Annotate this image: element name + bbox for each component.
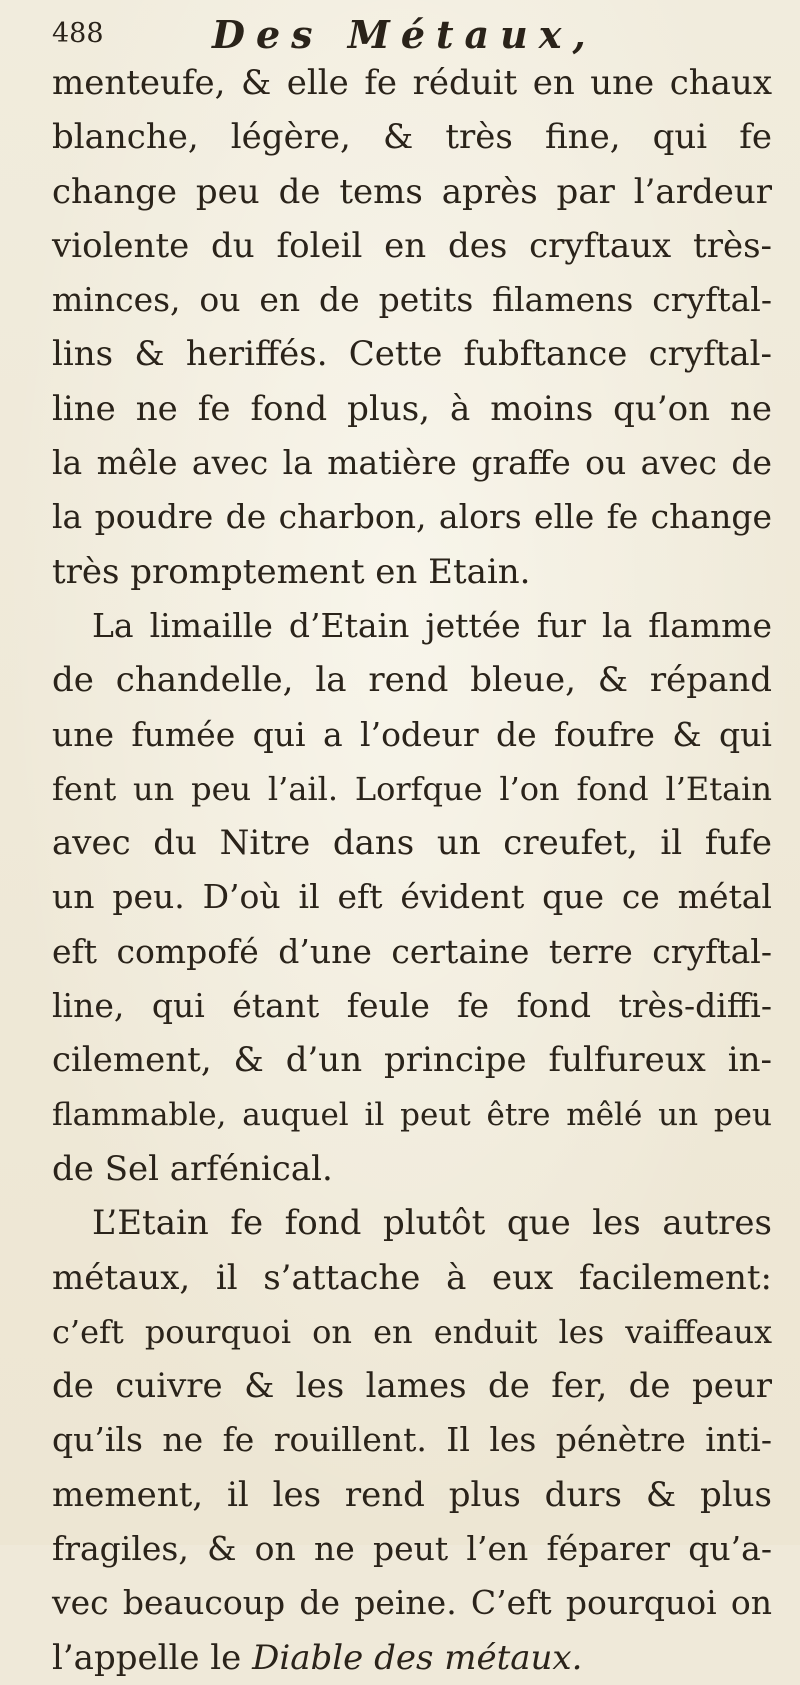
text-line: qu’ils ne fe rouillent. Il les pénètre inti- (52, 1420, 772, 1460)
text-line: avec du Nitre dans un creufet, il fufe (52, 823, 772, 864)
text-line: la mêle avec la matière graffe ou avec de (52, 443, 772, 483)
text-line: violente du foleil en des cryftaux très- (52, 225, 772, 266)
text-line: menteufe, & elle fe réduit en une chaux (52, 63, 772, 103)
text-line-final (52, 1631, 772, 1685)
text-line: flammable, auquel il peut être mêlé un peu (52, 1096, 772, 1133)
text-line: un peu. D’où il eft évident que ce métal (52, 877, 772, 917)
text-line: eft compofé d’une certaine terre cryftal- (52, 931, 772, 971)
text-line: très promptement en Etain. (52, 551, 531, 592)
text-line: La limaille d’Etain jettée fur la flamme (92, 605, 772, 645)
running-title: Des Métaux, (212, 12, 597, 57)
body-text (52, 56, 772, 1685)
text-line: change peu de tems après par l’ardeur (52, 171, 772, 212)
text-line: line, qui étant feule fe fond très-diffi- (52, 986, 772, 1026)
text-line: fragiles, & on ne peut l’en féparer qu’a- (52, 1529, 772, 1569)
text-line: lins & heriffés. Cette fubftance cryftal- (52, 334, 772, 375)
italic-phrase: Diable des métaux. (252, 1637, 583, 1678)
text-line: métaux, il s’attache à eux facilement: (52, 1257, 772, 1298)
text-line: une fumée qui a l’odeur de foufre & qui (52, 714, 772, 754)
text-line: la poudre de charbon, alors elle fe change (52, 497, 772, 537)
text-line: c’eft pourquoi on en enduit les vaiffeaux (52, 1312, 772, 1351)
text-line: fent un peu l’ail. Lorfque l’on fond l’Etain (52, 769, 772, 808)
text-line: minces, ou en de petits filamens cryftal- (52, 280, 772, 320)
running-head (52, 8, 772, 56)
text-line: L’Etain fe fond plutôt que les autres (92, 1203, 772, 1244)
text-line: de chandelle, la rend bleue, & répand (52, 660, 772, 701)
text-line: cilement, & d’un principe fulfureux in- (52, 1040, 772, 1081)
text-line: blanche, légère, & très fine, qui fe (52, 117, 772, 158)
text-line: mement, il les rend plus durs & plus (52, 1474, 772, 1515)
text-line: line ne fe fond plus, à moins qu’on ne (52, 388, 772, 429)
final-line-text: l’appelle le (52, 1637, 253, 1678)
text-line: de Sel arfénical. (52, 1148, 333, 1189)
text-line: de cuivre & les lames de fer, de peur (52, 1366, 772, 1407)
page-number: 488 (52, 18, 104, 49)
text-line: vec beaucoup de peine. C’eft pourquoi on (52, 1583, 772, 1623)
